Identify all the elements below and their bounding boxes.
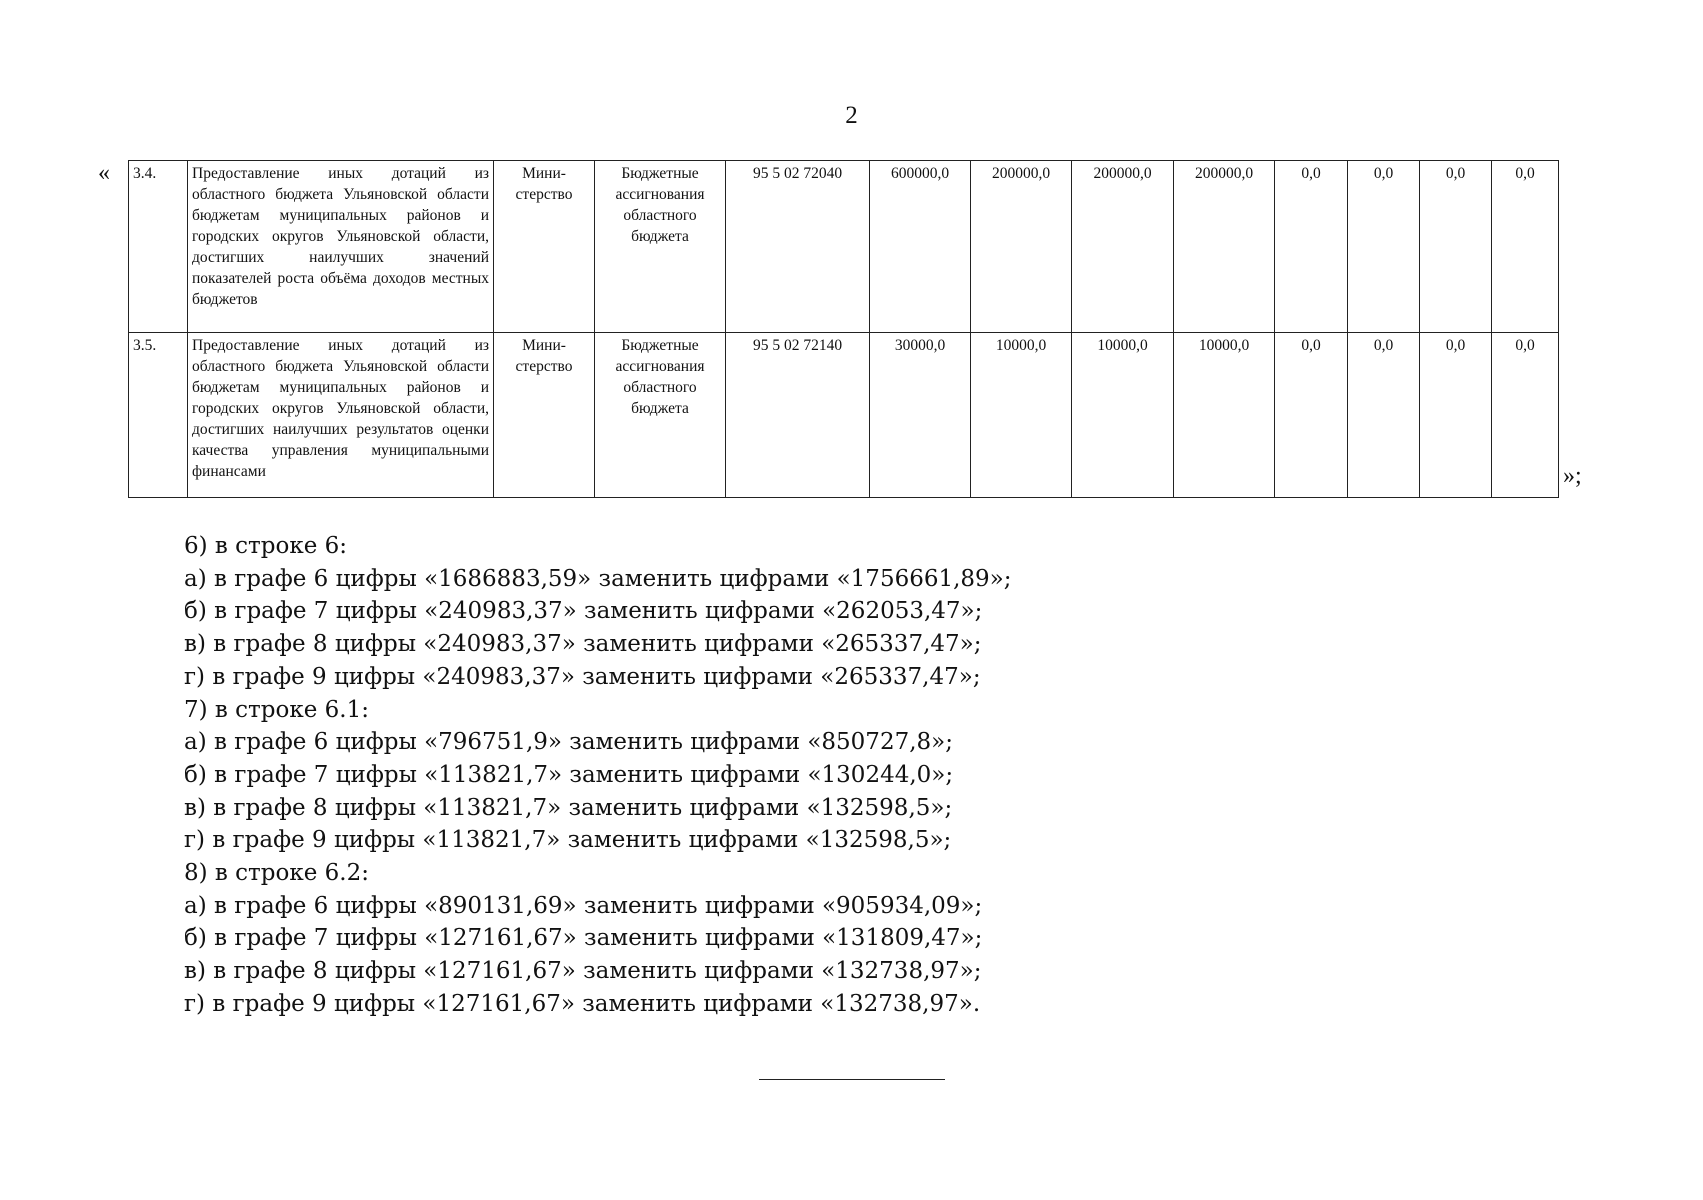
amendment-line: 7) в строке 6.1: bbox=[184, 696, 369, 723]
amendments-list bbox=[184, 530, 1012, 1021]
amendment-line: б) в графе 7 цифры «127161,67» заменить цифрами «131809,47»; bbox=[184, 925, 983, 952]
amendment-line: 8) в строке 6.2: bbox=[184, 860, 369, 887]
row-value: 10000,0 bbox=[1174, 333, 1275, 498]
row-value: 600000,0 bbox=[870, 161, 971, 333]
budget-table bbox=[128, 160, 1559, 498]
row-code: 95 5 02 72140 bbox=[726, 333, 870, 498]
row-executor: Мини-стерство bbox=[494, 333, 595, 498]
row-value: 10000,0 bbox=[971, 333, 1072, 498]
table-row bbox=[129, 161, 1559, 333]
row-value: 200000,0 bbox=[1174, 161, 1275, 333]
table-row bbox=[129, 333, 1559, 498]
amendment-line: г) в графе 9 цифры «127161,67» заменить цифрами «132738,97». bbox=[184, 990, 981, 1017]
row-name: Предоставление иных дотаций из областного бюджета Ульяновской области бюджетам муниципальных районов и городских округов Ульяновской области, достигших наилучших значений показателей роста объёма доходов местных бюджетов bbox=[188, 161, 494, 333]
row-value: 30000,0 bbox=[870, 333, 971, 498]
quote-close-mark: »; bbox=[1563, 463, 1582, 489]
amendment-line: а) в графе 6 цифры «890131,69» заменить цифрами «905934,09»; bbox=[184, 892, 983, 919]
row-number: 3.5. bbox=[129, 333, 188, 498]
amendment-line: в) в графе 8 цифры «127161,67» заменить цифрами «132738,97»; bbox=[184, 958, 982, 985]
amendment-line: в) в графе 8 цифры «113821,7» заменить цифрами «132598,5»; bbox=[184, 794, 953, 821]
amendment-line: г) в графе 9 цифры «113821,7» заменить цифрами «132598,5»; bbox=[184, 827, 952, 854]
row-value: 0,0 bbox=[1348, 161, 1420, 333]
amendment-line: 6) в строке 6: bbox=[184, 533, 348, 559]
row-number: 3.4. bbox=[129, 161, 188, 333]
row-value: 200000,0 bbox=[1072, 161, 1174, 333]
row-value: 200000,0 bbox=[971, 161, 1072, 333]
amendment-line: г) в графе 9 цифры «240983,37» заменить цифрами «265337,47»; bbox=[184, 663, 981, 690]
row-value: 0,0 bbox=[1275, 161, 1348, 333]
row-source: Бюджетные ассигнования областного бюджета bbox=[595, 161, 726, 333]
row-source: Бюджетные ассигнования областного бюджета bbox=[595, 333, 726, 498]
page-number: 2 bbox=[845, 102, 858, 129]
amendment-line: а) в графе 6 цифры «1686883,59» заменить цифрами «1756661,89»; bbox=[184, 565, 1012, 592]
row-value: 0,0 bbox=[1275, 333, 1348, 498]
footer-divider bbox=[759, 1079, 945, 1080]
row-value: 0,0 bbox=[1492, 333, 1559, 498]
quote-open-mark: « bbox=[98, 160, 110, 186]
row-value: 0,0 bbox=[1492, 161, 1559, 333]
row-name: Предоставление иных дотаций из областного бюджета Ульяновской области бюджетам муниципальных районов и городских округов Ульяновской области, достигших наилучших результатов оценки качества управления муниципальными финансами bbox=[188, 333, 494, 498]
amendment-line: б) в графе 7 цифры «113821,7» заменить цифрами «130244,0»; bbox=[184, 761, 954, 788]
amendment-line: в) в графе 8 цифры «240983,37» заменить цифрами «265337,47»; bbox=[184, 631, 982, 658]
row-value: 0,0 bbox=[1420, 161, 1492, 333]
row-value: 10000,0 bbox=[1072, 333, 1174, 498]
amendment-line: б) в графе 7 цифры «240983,37» заменить цифрами «262053,47»; bbox=[184, 598, 983, 625]
amendment-line: а) в графе 6 цифры «796751,9» заменить цифрами «850727,8»; bbox=[184, 729, 953, 756]
row-value: 0,0 bbox=[1348, 333, 1420, 498]
row-executor: Мини-стерство bbox=[494, 161, 595, 333]
row-value: 0,0 bbox=[1420, 333, 1492, 498]
row-code: 95 5 02 72040 bbox=[726, 161, 870, 333]
